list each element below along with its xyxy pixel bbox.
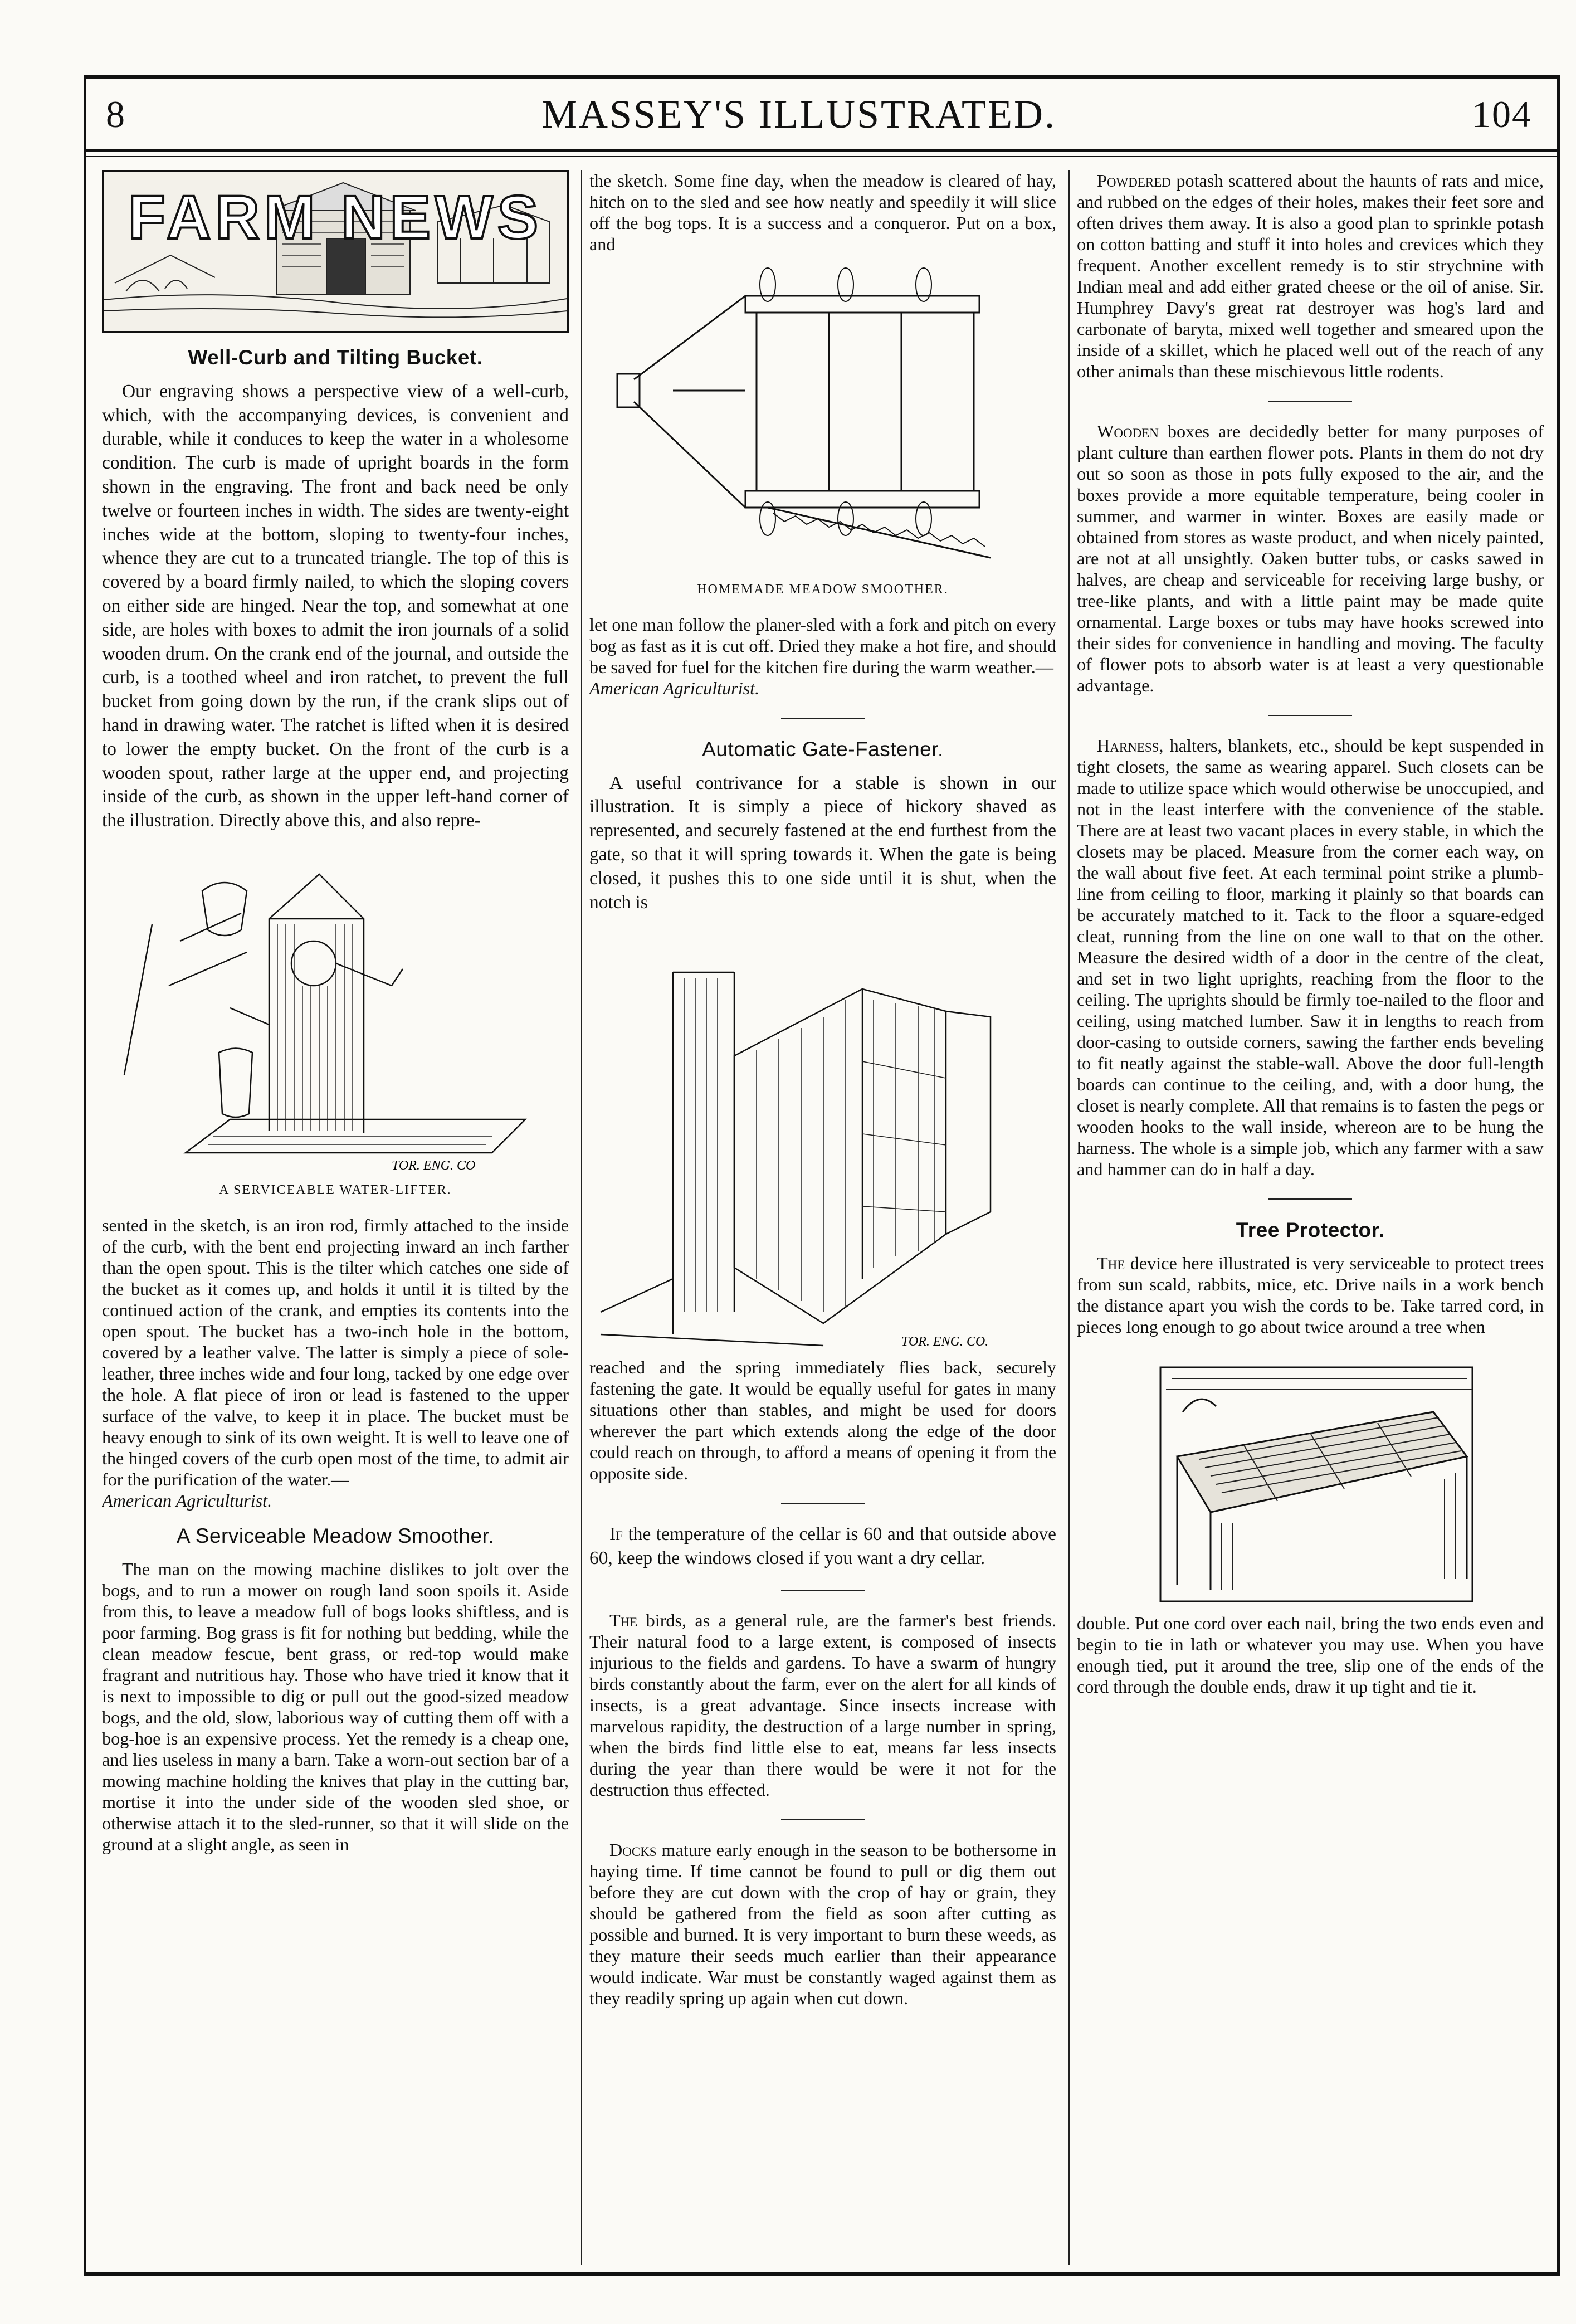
paragraph-wooden-boxes: Wooden boxes are decidedly better for many purposes of plant culture than earthen flower pots. Plants in them do not dry out so soon as those in pots fully exposed to the air, and the boxes provide a more equitable temperature, being cooler in summer, and warmer in winter. Boxes are easily made or obtained from stores as waste product, and when nicely painted, are not at all unsightly. Oaken butter tubs, or casks sawed in halves, are cheap and serviceable for receiving large bushy, or tree-like plants, and with a little paint may be made quite ornamental. Large boxes or tubs may have hooks screwed into their sides for convenience in handling and moving. The faculty of flower pots to absorb water is at least a very questionable advantage. — [1077, 421, 1544, 695]
paragraph-birds: The birds, as a general rule, are the farmer's best friends. Their natural food to a large extent, is composed of insects injurious to the fields and gardens. To have a swarm of hungry birds constantly about the farm, ever on the alert for all kinds of insects, is a great advantage. Since insects increase with marvelous rapidity, the destruction of a large number in spring, when the birds find little else to eat, means far less insects during the year than there would be were it not for the destruction thus effected. — [589, 1610, 1056, 1800]
paragraph-potash: Powdered potash scattered about the haunts of rats and mice, and rubbed on the edges of their holes, makes their feet sore and often drives them away. It is also a good plan to sprinkle potash on cotton batting and stuff it into holes and crevices which they frequent. Another excellent remedy is to stir strychnine with Indian meal and add either grated cheese or the oil of anise. Sir. Humphrey Davy's great rat destroyer was hog's lard and carbonate of baryta, mixed well together and smeared upon the inside of a skillet, which he placed well out of the reach of any other animals than these mischievous little rodents. — [1077, 170, 1544, 381]
bottom-rule — [84, 2272, 1557, 2276]
banner-title: FARM NEWS — [128, 183, 543, 252]
engraver-mark: TOR. ENG. CO — [392, 1158, 476, 1173]
gate-fastener-illustration — [589, 922, 1056, 1357]
header-rule — [84, 149, 1557, 152]
masthead — [84, 84, 1554, 145]
paragraph: the sketch. Some fine day, when the meadow is cleared of hay, hitch on to the sled and see how neatly and speedily it will slice off the bog tops. It is a success and a conqueror. Put on a box, and — [589, 170, 1056, 254]
farm-news-banner — [102, 170, 569, 333]
paragraph: sented in the sketch, is an iron rod, firmly attached to the inside of the curb, with the bent end projecting inward an inch farther than the open spout. This is the tilter which catches one side of the bucket as it comes up, and holds it until it is tilted by the continued action of the crank, and empties its contents into the open spout. The bucket has a two-inch hole in the bottom, covered by a leather valve. The latter is simply a piece of sole-leather, three inches wide and four long, tacked by one edge over the hole. A flat piece of iron or lead is fastened to the upper surface of the valve, to keep it in place. The bucket must be heavy enough to sink of its own weight. It is well to leave one of the hinged covers of the curb open most of the time, to admit air for the purification of the water.— — [102, 1215, 569, 1489]
heading-gate-fastener: Automatic Gate-Fastener. — [702, 737, 944, 761]
paragraph: Our engraving shows a perspective view of a well-curb, which, with the accompanying devices, is convenient and durable, while it conduces to keep the water in a wholesome condition. The curb is made of upright boards in the form shown in the engraving. The front and back need be only twelve or fourteen inches in width. The sides are twenty-eight inches wide at the bottom, sloping to twenty-four inches, whence they are cut to a truncated triangle. The top of this is covered by a board firmly nailed, to which the sloping covers on either side are hinged. Near the top, and somewhat at one side, are holes with boxes to admit the iron journals of a solid wooden drum. On the crank end of the journal, and outside the curb, is a toothed wheel and iron ratchet, to prevent the full bucket from going down by the run, if the crank slips out of hand in drawing water. The ratchet is lifted when it is desired to lower the empty bucket. On the front of the curb is a wooden spout, rather large at the upper end, and projecting inside of the curb, as shown in the upper left-hand corner of the illustration. Directly above this, and also repre- — [102, 381, 569, 831]
heading-well-curb: Well-Curb and Tilting Bucket. — [188, 346, 483, 369]
heading-meadow-smoother: A Serviceable Meadow Smoother. — [176, 1524, 495, 1547]
tree-protector-illustration — [1077, 1345, 1544, 1612]
paragraph: The man on the mowing machine dislikes to jolt over the bogs, and to run a mower on rough land soon spoils it. Aside from this, to leave a meadow full of bogs looks shiftless, and is poor farming. Bog grass is fit for nothing but bedding, while the clean meadow fescue, bent grass, or red-top would make fragrant and nutritious hay. Those who have tried it know that it is next to impossible to dig or pull out the good-sized meadow bogs, and the old, slow, laborious way of cutting them off with a bog-hoe is an expensive process. Yet the remedy is a cheap one, and lies useless in many a barn. Take a worn-out section bar of a mowing machine holding the knives that play in the cutting bar, mortise it into the under side of the wooden sled shoe, or otherwise attach it to the sled-runner, so that it will slide on the ground at a slight angle, as seen in — [102, 1558, 569, 1854]
paragraph-tree-2: double. Put one cord over each nail, bring the two ends even and begin to tie in lath or whatever you may use. When you have enough tied, put it around the tree, slip one of the ends of the cord through the double ends, draw it up tight and tie it. — [1077, 1612, 1544, 1697]
divider — [781, 1503, 865, 1504]
page-number-left: 8 — [106, 92, 126, 135]
divider — [1268, 715, 1352, 716]
divider — [1268, 1198, 1352, 1200]
page-number-right: 104 — [1471, 92, 1532, 135]
divider — [781, 1590, 865, 1591]
paragraph: let one man follow the planer-sled with a fork and pitch on every bog as fast as it is cut off. Dried they make a hot fire, and should be saved for fuel for the kitchen fire during the warm weather.— — [589, 614, 1056, 677]
paragraph-tree: The device here illustrated is very serviceable to protect trees from sun scald, rabbits, mice, etc. Drive nails in a work bench the distance apart you wish the cords to be. Take tarred cord, in pieces long enough to go about twice around a tree when — [1077, 1253, 1544, 1337]
caption-water-lifter: A SERVICEABLE WATER-LIFTER. — [219, 1182, 452, 1197]
heading-tree-protector: Tree Protector. — [1236, 1219, 1385, 1241]
paragraph-docks: Docks mature early enough in the season to be bothersome in haying time. If time cannot be found to pull or dig them out before they are cut down with the crop of hay or grain, they should be gathered from the field as soon after cutting as possible and burned. It is very important to burn these weeds, as they mature their seeds much earlier than their appearance would indicate. War must be constantly waged against them as they readily spring up again when cut down. — [589, 1839, 1056, 2008]
column-1 — [102, 170, 569, 2265]
paragraph-cellar: If the temperature of the cellar is 60 and that outside above 60, keep the windows closed if you want a dry cellar. — [589, 1524, 1056, 1569]
header-rule-thin — [84, 156, 1557, 157]
column-rule — [581, 170, 582, 2265]
caption-meadow-smoother: HOMEMADE MEADOW SMOOTHER. — [697, 582, 949, 597]
water-lifter-illustration — [102, 841, 569, 1175]
citation: American Agriculturist. — [589, 678, 760, 698]
publication-title: MASSEY'S ILLUSTRATED. — [541, 91, 1057, 137]
column-2 — [589, 170, 1056, 2265]
divider — [781, 718, 865, 719]
column-rule — [1068, 170, 1070, 2265]
engraver-mark: TOR. ENG. CO. — [901, 1334, 989, 1349]
paragraph: reached and the spring immediately flies back, securely fastening the gate. It would be equally useful for gates in many situations other than stables, and might be used for doors wherever the part which extends along the edge of the door could reach on through, to afford a means of opening it from the opposite side. — [589, 1357, 1056, 1484]
meadow-smoother-illustration — [589, 262, 1056, 574]
column-3 — [1077, 170, 1544, 2265]
paragraph: A useful contrivance for a stable is shown in our illustration. It is simply a piece of hickory shaved as represented, and securely fastened at the end furthest from the gate, so that it will spring towards it. When the gate is being closed, it pushes this to one side until it is shut, when the notch is — [589, 772, 1056, 913]
paragraph-harness: Harness, halters, blankets, etc., should be kept suspended in tight closets, the same as wearing apparel. Such closets can be made to utilize space which would otherwise be unoccupied, and not in the least interfere with the convenience of the stable. There are at least two vacant places in every stable, in which the closets may be placed. Measure from the corner each way, on the wall about five feet. At each terminal point strike a plumb-line from ceiling to floor, marking it plainly so that boards can be accurately matched to it. Tack to the floor a square-edged cleat, running from the line on one wall to that on the other. Measure the desired width of a door in the centre of the cleat, and set in two light uprights, reaching from the floor to the ceiling. The uprights should be firmly toe-nailed to the floor and ceiling, using matched lumber. Saw it in lengths to reach from door-casing to outside corners, sawing the farther ends beveling to fit neatly against the stable-wall. Above the door full-length boards can continue to the ceiling, and, with a door hung, the closet is nearly complete. All that remains is to fasten the pegs or wooden hooks to the wall inside, whereon are to be hung the harness. The whole is a simple job, which any farmer with a saw and hammer can do in half a day. — [1077, 735, 1544, 1179]
divider — [1268, 401, 1352, 402]
divider — [781, 1819, 865, 1820]
citation: American Agriculturist. — [102, 1490, 272, 1511]
